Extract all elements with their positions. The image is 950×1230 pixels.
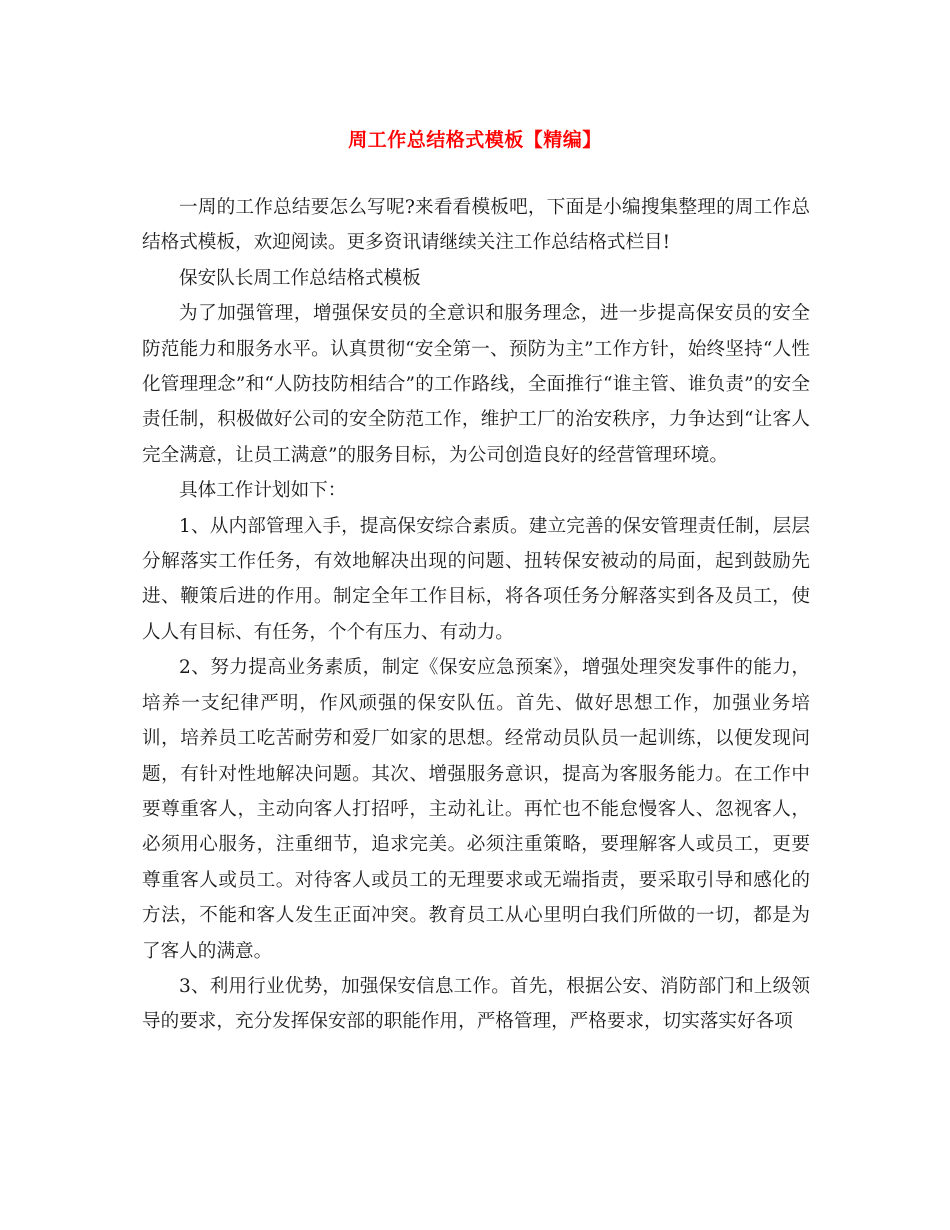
document-body	[142, 190, 810, 1040]
body-paragraph: 1、从内部管理入手，提高保安综合素质。建立完善的保安管理责任制，层层分解落实工作任务，有效地解决出现的问题、扭转保安被动的局面，起到鼓励先进、鞭策后进的作用。制定全年工作目标，将各项任务分解落实到各及员工，使人人有目标、有任务，个个有压力、有动力。	[142, 515, 810, 643]
body-paragraph: 2、努力提高业务素质，制定《保安应急预案》，增强处理突发事件的能力，培养一支纪律严明，作风顽强的保安队伍。首先、做好思想工作，加强业务培训，培养员工吃苦耐劳和爱厂如家的思想。经常动员队员一起训练，以便发现问题，有针对性地解决问题。其次、增强服务意识，提高为客服务能力。在工作中要尊重客人，主动向客人打招呼，主动礼让。再忙也不能怠慢客人、忽视客人，必须用心服务，注重细节，追求完美。必须注重策略，要理解客人或员工，更要尊重客人或员工。对待客人或员工的无理要求或无端指责，要采取引导和感化的方法，不能和客人发生正面冲突。教育员工从心里明白我们所做的一切，都是为了客人的满意。	[142, 657, 810, 962]
body-paragraph: 为了加强管理，增强保安员的全意识和服务理念，进一步提高保安员的安全防范能力和服务水平。认真贯彻“安全第一、预防为主”工作方针，始终坚持“人性化管理理念”和“人防技防相结合”的工作路线，全面推行“谁主管、谁负责”的安全责任制，积极做好公司的安全防范工作，维护工厂的治安秩序，力争达到“让客人完全满意，让员工满意”的服务目标，为公司创造良好的经营管理环境。	[142, 303, 810, 466]
body-paragraph: 3、利用行业优势，加强保安信息工作。首先，根据公安、消防部门和上级领导的要求，充分发挥保安部的职能作用，严格管理，严格要求，切实落实好各项	[142, 975, 810, 1033]
document-title: 周工作总结格式模板【精编】	[348, 129, 602, 151]
intro-paragraph: 一周的工作总结要怎么写呢?来看看模板吧，下面是小编搜集整理的周工作总结格式模板，欢迎阅读。更多资讯请继续关注工作总结格式栏目!	[142, 197, 810, 254]
body-paragraph: 具体工作计划如下：	[179, 480, 347, 502]
section-heading: 保安队长周工作总结格式模板	[179, 267, 421, 289]
